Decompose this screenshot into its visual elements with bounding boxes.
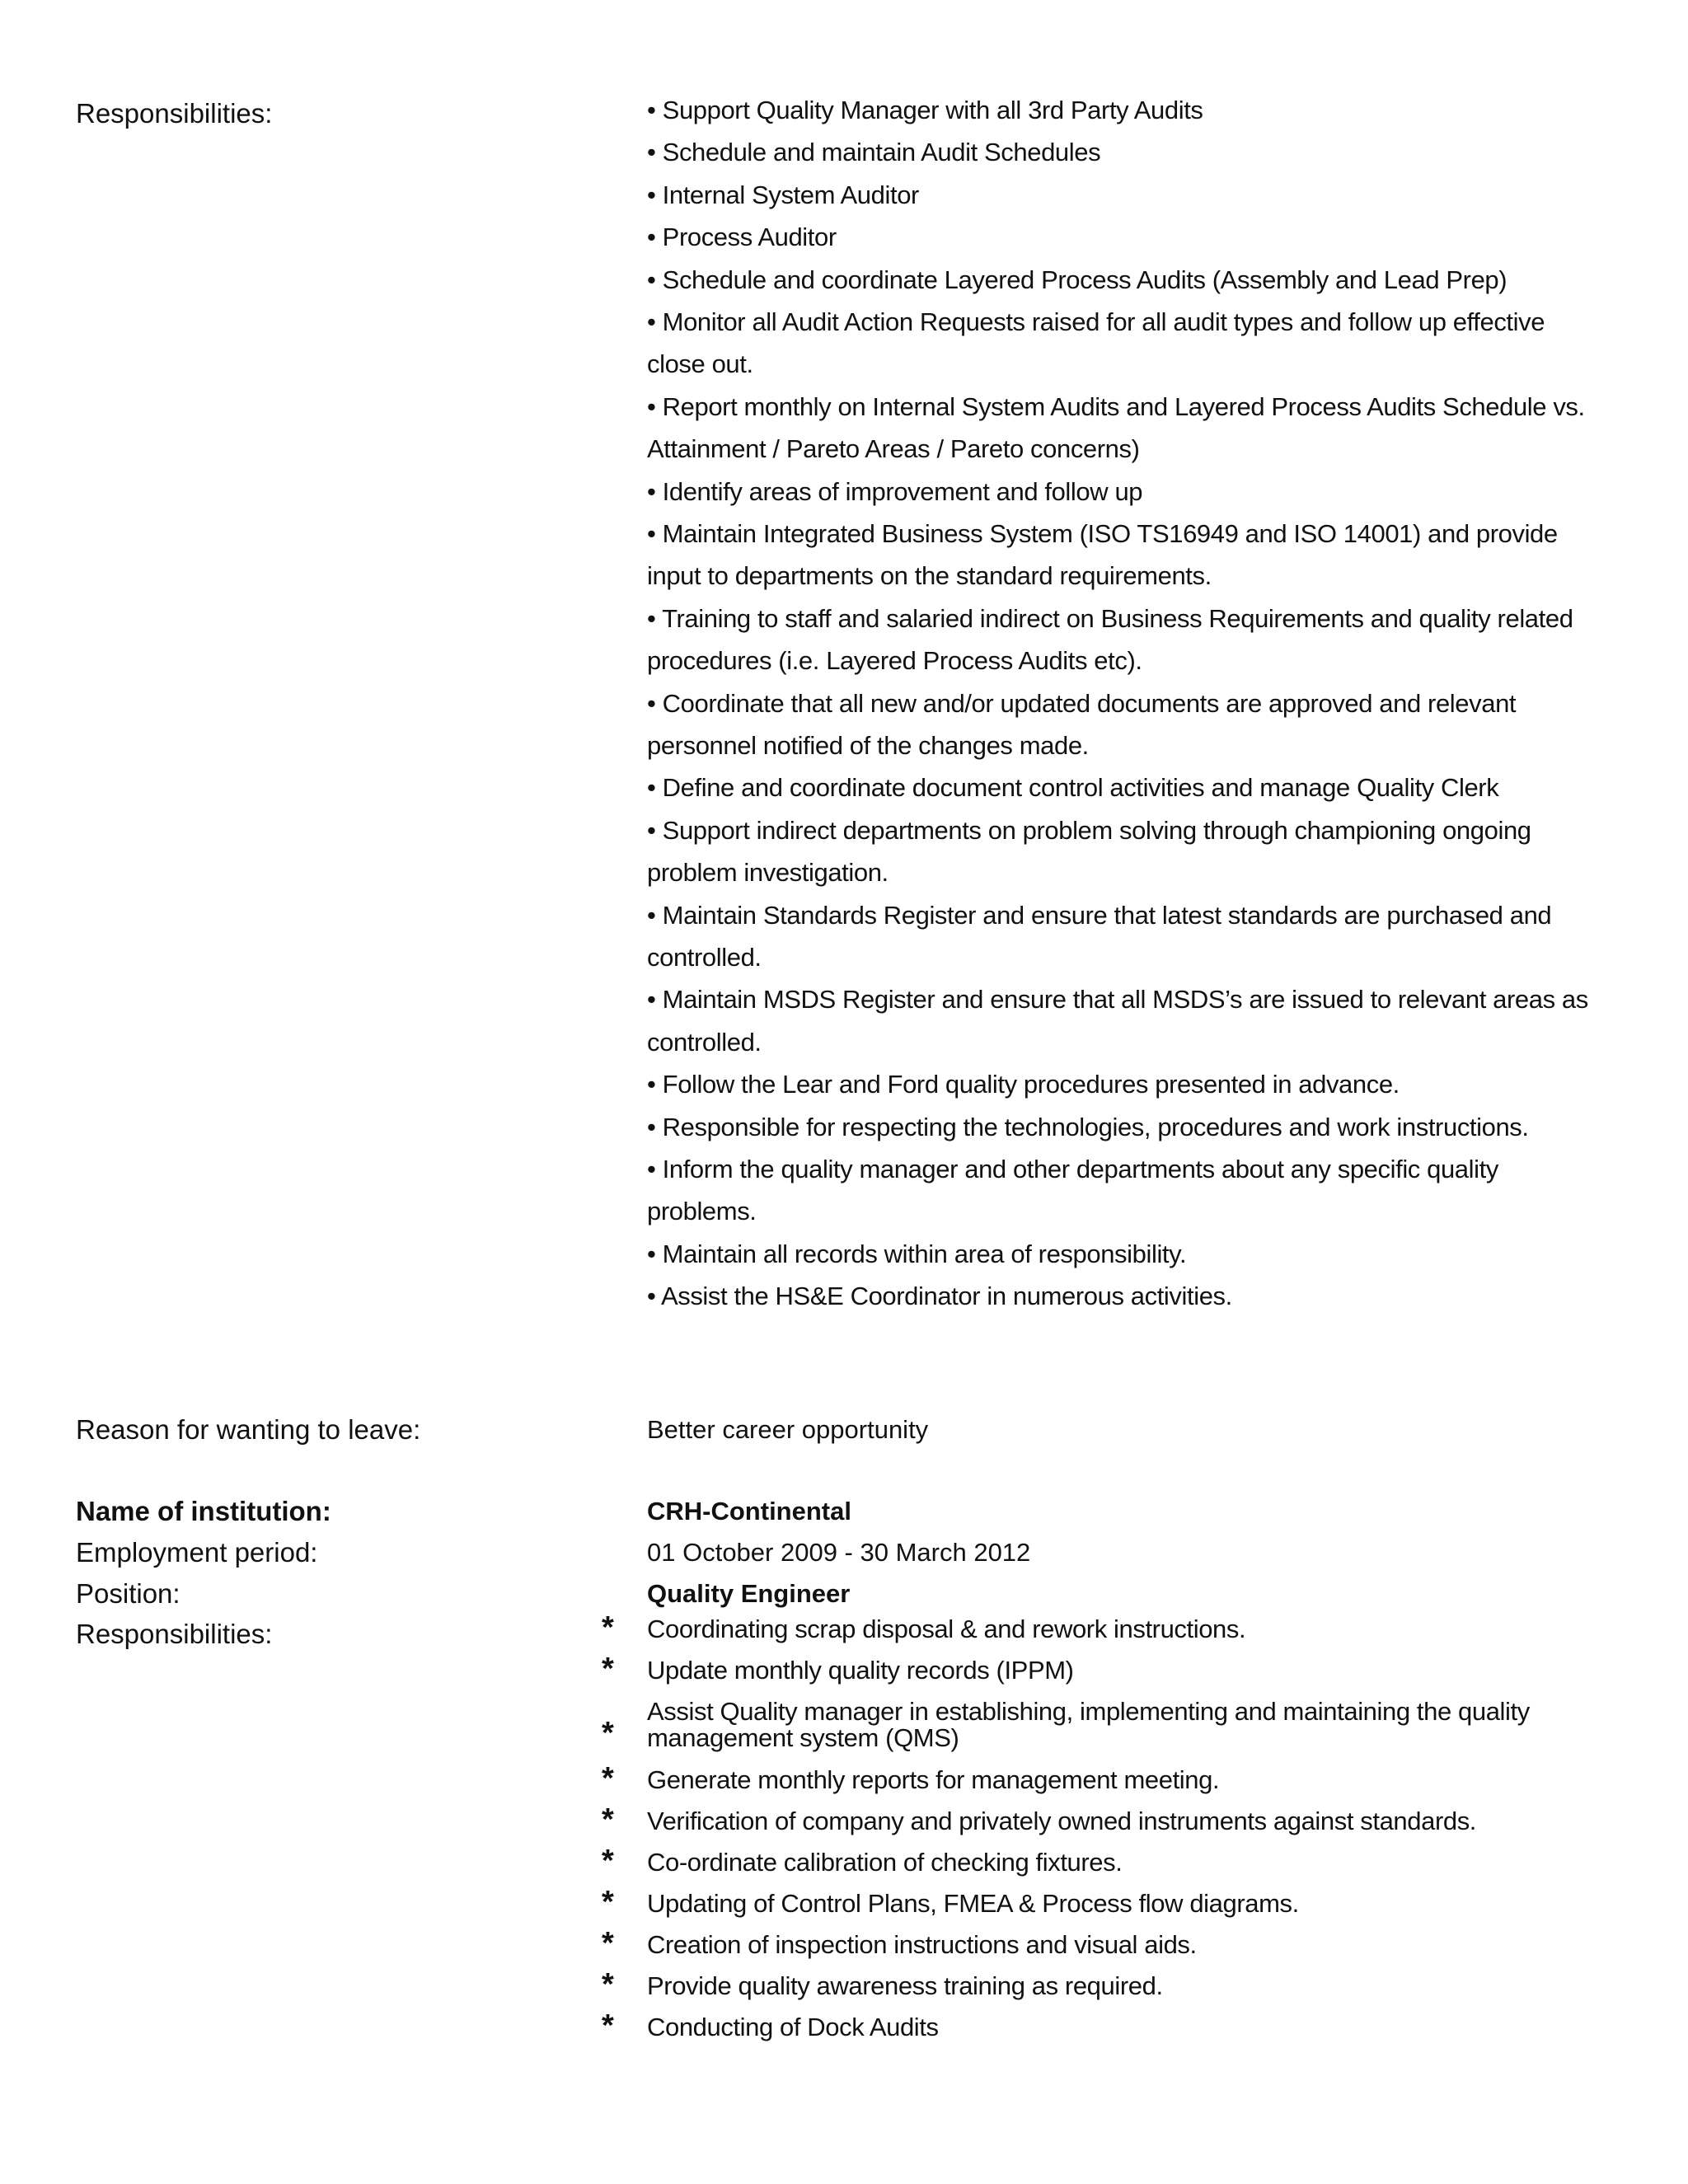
responsibility-item: • Support Quality Manager with all 3rd Party Audits [647, 96, 1203, 124]
responsibility-item: Generate monthly reports for management meeting. [647, 1765, 1220, 1794]
institution-label: Name of institution: [76, 1496, 331, 1526]
asterisk-bullet-icon: * [602, 1652, 614, 1686]
responsibility-item-continued: problems. [647, 1197, 757, 1226]
responsibility-item: • Inform the quality manager and other departments about any specific quality [647, 1155, 1498, 1183]
responsibility-item: • Support indirect departments on problem solving through championing ongoing [647, 815, 1531, 845]
institution-value: CRH-Continental [647, 1497, 851, 1526]
responsibility-item: Updating of Control Plans, FMEA & Process flow diagrams. [647, 1889, 1299, 1918]
responsibility-item-continued: input to departments on the standard requirements. [647, 561, 1212, 591]
responsibility-item: • Maintain MSDS Register and ensure that all MSDS’s are issued to relevant areas as [647, 985, 1588, 1015]
asterisk-bullet-icon: * [602, 1885, 614, 1919]
asterisk-bullet-icon: * [602, 2008, 614, 2043]
responsibility-item: • Maintain Standards Register and ensure that latest standards are purchased and [647, 900, 1552, 930]
responsibility-item: Update monthly quality records (IPPM) [647, 1656, 1074, 1685]
asterisk-bullet-icon: * [602, 1967, 614, 2002]
responsibility-item-continued: Attainment / Pareto Areas / Pareto concerns) [647, 434, 1140, 464]
responsibility-item: Creation of inspection instructions and visual aids. [647, 1930, 1197, 1959]
responsibilities-label-2: Responsibilities: [76, 1619, 273, 1649]
employment-period-label: Employment period: [76, 1537, 318, 1568]
responsibility-item: • Monitor all Audit Action Requests raised for all audit types and follow up effective [647, 307, 1545, 336]
responsibility-item-continued: procedures (i.e. Layered Process Audits etc). [647, 646, 1142, 676]
responsibility-item: • Training to staff and salaried indirect on Business Requirements and quality related [647, 603, 1573, 633]
responsibility-item: • Maintain Integrated Business System (ISO TS16949 and ISO 14001) and provide [647, 519, 1558, 548]
responsibility-item: • Process Auditor [647, 223, 837, 252]
responsibility-item-continued: close out. [647, 349, 753, 379]
asterisk-bullet-icon: * [602, 1926, 614, 1961]
responsibility-item: • Report monthly on Internal System Audits and Layered Process Audits Schedule vs. [647, 391, 1585, 421]
asterisk-bullet-icon: * [602, 1716, 614, 1750]
responsibility-item: Conducting of Dock Audits [647, 2013, 939, 2041]
responsibilities-label: Responsibilities: [76, 98, 273, 129]
position-label: Position: [76, 1578, 181, 1609]
reason-value: Better career opportunity [647, 1415, 929, 1444]
position-value: Quality Engineer [647, 1579, 851, 1608]
responsibility-item: Provide quality awareness training as required. [647, 1971, 1163, 2000]
responsibility-item: • Identify areas of improvement and follow up [647, 476, 1143, 506]
responsibility-item: • Internal System Auditor [647, 180, 919, 209]
responsibility-item: • Schedule and coordinate Layered Process Audits (Assembly and Lead Prep) [647, 265, 1507, 294]
reason-label: Reason for wanting to leave: [76, 1414, 421, 1445]
responsibility-item: • Define and coordinate document control activities and manage Quality Clerk [647, 773, 1499, 803]
responsibility-item: • Assist the HS&E Coordinator in numerous activities. [647, 1282, 1232, 1311]
responsibility-item: • Maintain all records within area of responsibility. [647, 1239, 1187, 1268]
responsibility-item: Co-ordinate calibration of checking fixtures. [647, 1848, 1123, 1877]
responsibility-item-continued: controlled. [647, 1027, 762, 1057]
asterisk-bullet-icon: * [602, 1761, 614, 1796]
employment-period-value: 01 October 2009 - 30 March 2012 [647, 1538, 1031, 1567]
asterisk-bullet-icon: * [602, 1610, 614, 1645]
responsibility-item-continued: controlled. [647, 943, 762, 972]
responsibility-item-continued: problem investigation. [647, 858, 889, 888]
responsibility-item: • Follow the Lear and Ford quality procedures presented in advance. [647, 1070, 1400, 1099]
responsibility-item-continued: management system (QMS) [647, 1723, 959, 1752]
asterisk-bullet-icon: * [602, 1844, 614, 1878]
responsibility-item: • Schedule and maintain Audit Schedules [647, 138, 1101, 167]
asterisk-bullet-icon: * [602, 1802, 614, 1837]
responsibility-item-continued: personnel notified of the changes made. [647, 731, 1089, 760]
responsibility-item: Verification of company and privately owned instruments against standards. [647, 1807, 1477, 1835]
responsibility-item: • Responsible for respecting the technologies, procedures and work instructions. [647, 1112, 1529, 1141]
responsibility-item: Coordinating scrap disposal & and rework instructions. [647, 1615, 1246, 1643]
responsibility-item: • Coordinate that all new and/or updated documents are approved and relevant [647, 688, 1517, 718]
responsibility-item: Assist Quality manager in establishing, implementing and maintaining the quality [647, 1697, 1530, 1726]
